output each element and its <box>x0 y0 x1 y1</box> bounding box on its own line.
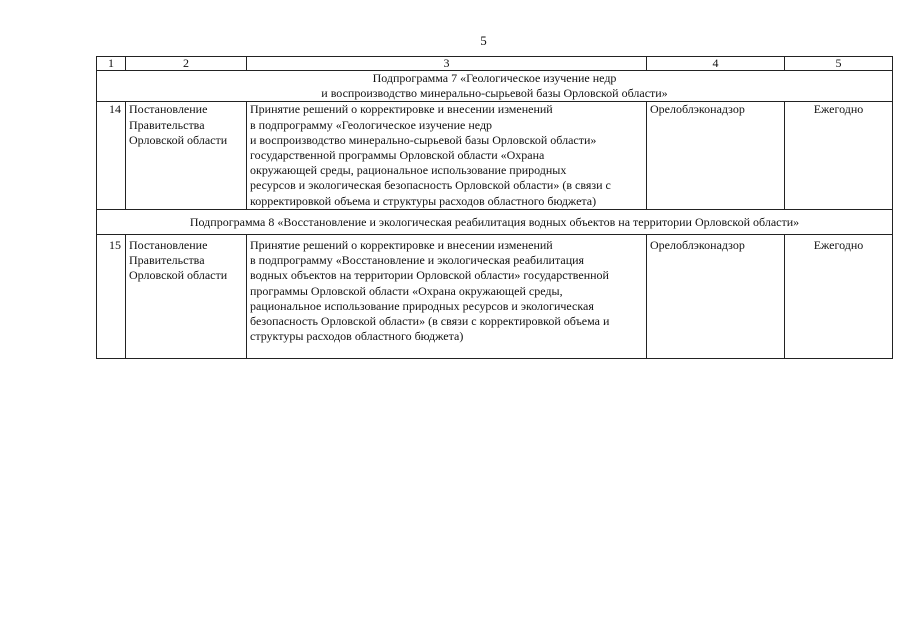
description-line: программы Орловской области «Охрана окружающей среды, <box>250 283 563 298</box>
subprogram-7-title <box>97 71 893 102</box>
column-number-1: 1 <box>97 57 126 71</box>
executor-cell: Орелоблэконадзор <box>647 235 785 359</box>
column-number-3: 3 <box>247 57 647 71</box>
table-row-15 <box>97 235 893 359</box>
subprogram-7-line: и воспроизводство минерально-сырьевой базы Орловской области» <box>321 86 668 101</box>
subprogram-7-line: Подпрограмма 7 «Геологическое изучение недр <box>372 71 617 85</box>
legal-act-line: Правительства <box>129 117 205 132</box>
description-line: Принятие решений о корректировке и внесении изменений <box>250 102 553 117</box>
column-number-5: 5 <box>785 57 893 71</box>
description-line: и воспроизводство минерально-сырьевой базы Орловской области» <box>250 132 597 147</box>
description-line: структуры расходов областного бюджета) <box>250 329 464 344</box>
description-line: водных объектов на территории Орловской области» государственной <box>250 268 609 283</box>
subprogram-8-title: Подпрограмма 8 «Восстановление и экологическая реабилитация водных объектов на территории Орловской области» <box>97 209 893 234</box>
description-line: корректировкой объема и структуры расходов областного бюджета) <box>250 193 597 208</box>
description-line: окружающей среды, рациональное использование природных <box>250 163 567 178</box>
measures-table <box>96 56 893 359</box>
table-row-14 <box>97 102 893 209</box>
description-line: рациональное использование природных ресурсов и экологическая <box>250 298 594 313</box>
description-line: государственной программы Орловской области «Охрана <box>250 148 545 163</box>
subprogram-7-header <box>97 71 893 102</box>
legal-act-line: Орловской области <box>129 132 228 147</box>
column-number-row <box>97 57 893 71</box>
column-number-4: 4 <box>647 57 785 71</box>
description-cell <box>247 102 647 209</box>
subprogram-8-header <box>97 209 893 234</box>
page-number: 5 <box>480 33 487 48</box>
legal-act-cell <box>126 235 247 359</box>
legal-act-cell <box>126 102 247 209</box>
legal-act-line: Постановление <box>129 238 208 253</box>
description-line: безопасность Орловской области» (в связи с корректировкой объема и <box>250 314 610 329</box>
description-line: Принятие решений о корректировке и внесении изменений <box>250 238 553 253</box>
description-line: в подпрограмму «Восстановление и экологическая реабилитация <box>250 253 585 268</box>
description-line: ресурсов и экологическая безопасность Орловской области» (в связи с <box>250 178 611 193</box>
row-number: 14 <box>97 102 126 209</box>
term-cell: Ежегодно <box>785 235 893 359</box>
description-line: в подпрограмму «Геологическое изучение недр <box>250 117 493 132</box>
row-number: 15 <box>97 235 126 359</box>
term-cell: Ежегодно <box>785 102 893 209</box>
executor-cell: Орелоблэконадзор <box>647 102 785 209</box>
description-cell <box>247 235 647 359</box>
legal-act-line: Постановление <box>129 102 208 117</box>
legal-act-line: Правительства <box>129 253 205 268</box>
column-number-2: 2 <box>126 57 247 71</box>
legal-act-line: Орловской области <box>129 268 228 283</box>
